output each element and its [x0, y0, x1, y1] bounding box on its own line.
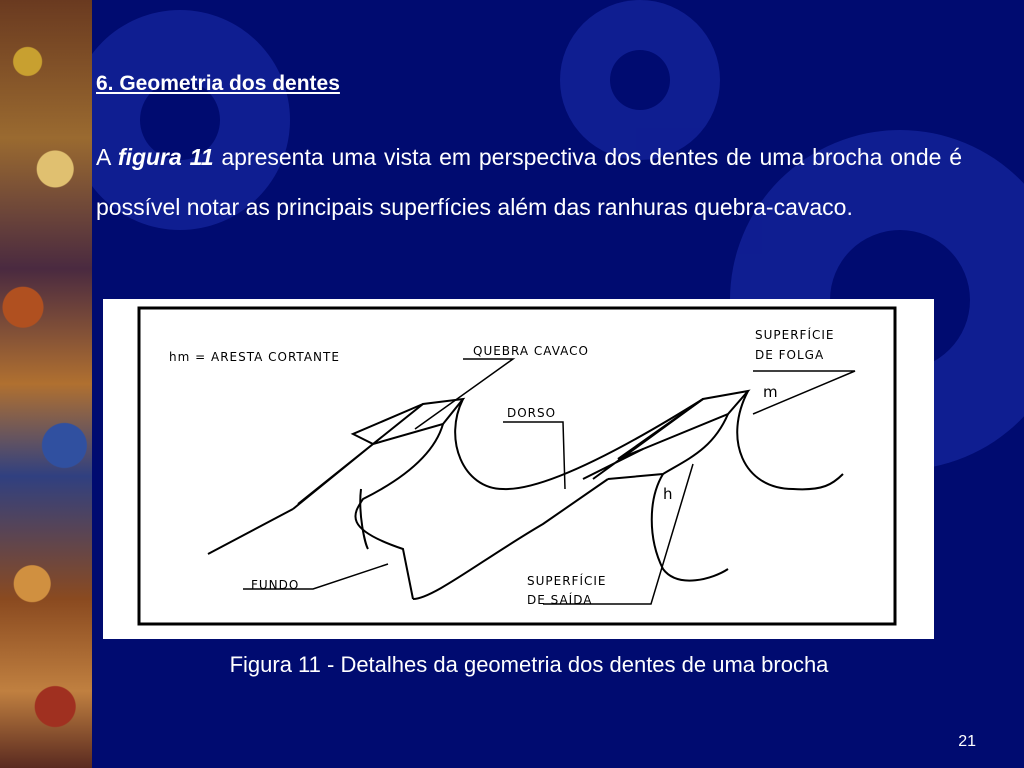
label-fundo: FUNDO	[251, 578, 300, 592]
label-superficie-saida-2: DE SAÍDA	[527, 593, 593, 607]
para-rest: apresenta uma vista em perspectiva dos dentes de uma brocha onde é possível notar as principais superfícies além das ranhuras quebra-cavaco.	[96, 144, 963, 220]
label-aresta-cortante: hm = ARESTA CORTANTE	[169, 350, 340, 364]
para-emphasis: figura 11	[117, 144, 214, 170]
slide-title: 6. Geometria dos dentes	[96, 72, 340, 95]
para-lead: A	[96, 144, 118, 170]
label-superficie-saida-1: SUPERFÍCIE	[527, 574, 607, 588]
label-superficie-folga-1: SUPERFÍCIE	[755, 328, 835, 342]
label-quebra-cavaco: QUEBRA CAVACO	[473, 344, 590, 358]
figure-11	[103, 299, 934, 639]
figure-caption: Figura 11 - Detalhes da geometria dos dentes de uma brocha	[229, 652, 829, 677]
label-h: h	[663, 485, 674, 503]
body-paragraph	[96, 132, 962, 232]
page-number: 21	[958, 733, 976, 750]
label-dorso: DORSO	[507, 406, 557, 420]
label-superficie-folga-2: DE FOLGA	[755, 348, 825, 362]
broach-teeth-drawing	[103, 299, 934, 639]
label-m: m	[763, 383, 779, 401]
